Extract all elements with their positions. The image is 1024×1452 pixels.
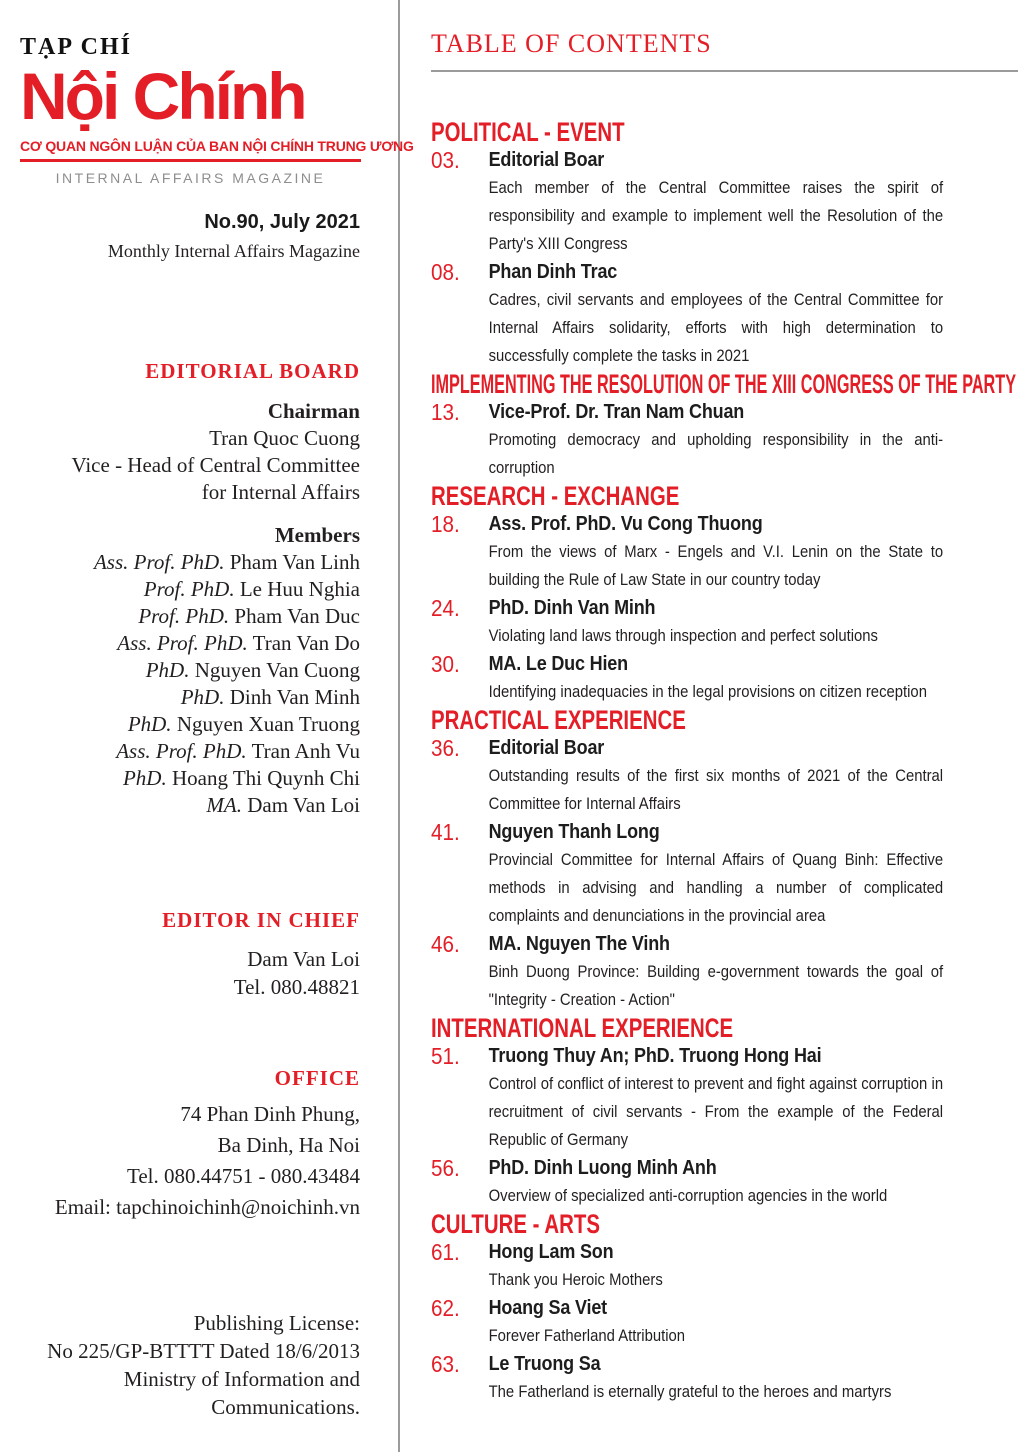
member-degree: Ass. Prof. PhD. bbox=[116, 739, 247, 763]
toc-entry bbox=[431, 818, 943, 930]
toc-entry-author: Editorial Boar bbox=[488, 149, 605, 171]
toc-entry-summary: Control of conflict of interest to prevent and fight against corruption in recruitment of civil servants - From the example of the Federal Republic of Germany bbox=[488, 1075, 944, 1149]
toc-entry-summary: Each member of the Central Committee raises the spirit of responsibility and example to implement well the Resolution of the Party's XIII Congress bbox=[488, 179, 944, 253]
toc-entry-summary: From the views of Marx - Engels and V.I. Lenin on the State to building the Rule of Law State in our country today bbox=[488, 543, 944, 589]
toc-entry-author: PhD. Dinh Luong Minh Anh bbox=[488, 1157, 717, 1179]
member-degree: PhD. bbox=[180, 685, 225, 709]
toc-entry-summary: Overview of specialized anti-corruption agencies in the world bbox=[488, 1187, 888, 1205]
toc-entry bbox=[431, 594, 943, 650]
member-item bbox=[20, 765, 360, 792]
toc-entry-body bbox=[489, 650, 943, 706]
toc-entry-body bbox=[489, 1042, 943, 1154]
toc-entry-author: Truong Thuy An; PhD. Truong Hong Hai bbox=[488, 1045, 822, 1067]
toc-entry-body bbox=[489, 594, 943, 650]
toc-entry-page-number: 03. bbox=[431, 147, 460, 173]
office-email: Email: tapchinoichinh@noichinh.vn bbox=[54, 1195, 360, 1219]
member-item bbox=[20, 738, 360, 765]
members-label: Members bbox=[274, 523, 360, 547]
members-list bbox=[20, 549, 360, 819]
toc-entry-body bbox=[489, 398, 943, 482]
toc-title: TABLE OF CONTENTS bbox=[431, 29, 712, 58]
toc-entry-author: Editorial Boar bbox=[488, 737, 605, 759]
publishing-license bbox=[20, 1309, 360, 1421]
toc-entry-body bbox=[489, 1238, 943, 1294]
toc-entry-author: PhD. Dinh Van Minh bbox=[488, 597, 656, 619]
toc-entry bbox=[431, 1238, 943, 1294]
toc-entry-body bbox=[489, 1154, 943, 1210]
toc-entry bbox=[431, 734, 943, 818]
editor-in-chief-name: Dam Van Loi bbox=[247, 947, 360, 971]
toc-entry bbox=[431, 1294, 943, 1350]
magazine-masthead bbox=[20, 0, 414, 187]
toc-entry-author: Ass. Prof. PhD. Vu Cong Thuong bbox=[488, 513, 763, 535]
toc-entry-author: Hoang Sa Viet bbox=[488, 1297, 607, 1319]
toc-entry-author: Le Truong Sa bbox=[488, 1353, 601, 1375]
toc-section-heading: RESEARCH - EXCHANGE bbox=[431, 481, 680, 511]
toc-entry-page-number: 61. bbox=[431, 1239, 460, 1265]
toc-entry-page-number: 24. bbox=[431, 595, 460, 621]
toc-entry-summary: Thank you Heroic Mothers bbox=[488, 1271, 663, 1289]
toc-entry-page-number: 08. bbox=[431, 259, 460, 285]
member-degree: Prof. PhD. bbox=[143, 577, 235, 601]
toc-entry-summary: Violating land laws through inspection and perfect solutions bbox=[488, 627, 878, 645]
toc-section-heading: IMPLEMENTING THE RESOLUTION OF THE XIII CONGRESS OF THE PARTY bbox=[431, 369, 1017, 399]
toc-section-heading: PRACTICAL EXPERIENCE bbox=[431, 705, 686, 735]
toc-entry-page-number: 62. bbox=[431, 1295, 460, 1321]
toc-entry-body bbox=[489, 1294, 943, 1350]
toc-entry-author: Nguyen Thanh Long bbox=[488, 821, 660, 843]
license-line1: Publishing License: bbox=[193, 1311, 360, 1335]
member-name: Pham Van Duc bbox=[234, 604, 360, 628]
member-name: Nguyen Van Cuong bbox=[194, 658, 360, 682]
member-degree: Prof. PhD. bbox=[138, 604, 230, 628]
chairman-title-line1: Vice - Head of Central Committee bbox=[71, 453, 360, 477]
issue-number: No.90, July 2021 bbox=[204, 211, 360, 233]
toc-entry-body bbox=[489, 818, 943, 930]
toc-entry bbox=[431, 510, 943, 594]
member-degree: MA. bbox=[206, 793, 242, 817]
toc-section-heading: CULTURE - ARTS bbox=[431, 1209, 600, 1239]
toc-entry-author: Phan Dinh Trac bbox=[488, 261, 618, 283]
member-name: Dam Van Loi bbox=[247, 793, 360, 817]
toc-entry-body bbox=[489, 510, 943, 594]
left-column bbox=[0, 0, 414, 1452]
member-item bbox=[20, 684, 360, 711]
toc-entry-page-number: 63. bbox=[431, 1351, 460, 1377]
office-tel: Tel. 080.44751 - 080.43484 bbox=[126, 1164, 360, 1188]
office-heading: OFFICE bbox=[274, 1066, 360, 1090]
toc-entry-page-number: 46. bbox=[431, 931, 460, 957]
toc-title-rule bbox=[431, 70, 1018, 72]
toc-entry-page-number: 51. bbox=[431, 1043, 460, 1069]
toc-entry-summary: Identifying inadequacies in the legal provisions on citizen reception bbox=[488, 683, 927, 701]
member-name: Tran Anh Vu bbox=[251, 739, 360, 763]
toc-entry-body bbox=[489, 146, 943, 258]
member-item bbox=[20, 549, 360, 576]
member-degree: PhD. bbox=[127, 712, 172, 736]
member-item bbox=[20, 657, 360, 684]
chairman-name: Tran Quoc Cuong bbox=[209, 426, 360, 450]
toc-entry-author: Vice-Prof. Dr. Tran Nam Chuan bbox=[488, 401, 745, 423]
toc-entry bbox=[431, 146, 943, 258]
toc-entry-author: MA. Nguyen The Vinh bbox=[488, 933, 670, 955]
toc-entry-author: MA. Le Duc Hien bbox=[488, 653, 628, 675]
member-item bbox=[20, 711, 360, 738]
member-name: Nguyen Xuan Truong bbox=[176, 712, 360, 736]
member-degree: PhD. bbox=[122, 766, 167, 790]
toc-entry bbox=[431, 1154, 943, 1210]
editorial-board-heading: EDITORIAL BOARD bbox=[145, 359, 360, 383]
toc-entry-body bbox=[489, 734, 943, 818]
member-degree: Ass. Prof. PhD. bbox=[117, 631, 248, 655]
toc-entry-page-number: 18. bbox=[431, 511, 460, 537]
masthead-tagline: CƠ QUAN NGÔN LUẬN CỦA BAN NỘI CHÍNH TRUNG ƯƠNG bbox=[20, 138, 414, 154]
editor-in-chief-tel: Tel. 080.48821 bbox=[233, 975, 360, 999]
issue-subtitle: Monthly Internal Affairs Magazine bbox=[107, 241, 360, 261]
toc-entry-summary: Outstanding results of the first six months of 2021 of the Central Committee for Internal Affairs bbox=[488, 767, 944, 813]
toc-entry-summary: Binh Duong Province: Building e-government towards the goal of "Integrity - Creation - Action" bbox=[488, 963, 944, 1009]
toc-entry bbox=[431, 1042, 943, 1154]
toc-entry-summary: Forever Fatherland Attribution bbox=[488, 1327, 686, 1345]
member-name: Pham Van Linh bbox=[229, 550, 360, 574]
toc-entry bbox=[431, 1350, 943, 1406]
member-degree: PhD. bbox=[145, 658, 190, 682]
member-item bbox=[20, 630, 360, 657]
license-line2: No 225/GP-BTTTT Dated 18/6/2013 bbox=[47, 1339, 360, 1363]
toc-section-heading: INTERNATIONAL EXPERIENCE bbox=[431, 1013, 734, 1043]
chairman-title-line2: for Internal Affairs bbox=[201, 480, 360, 504]
editor-in-chief-heading: EDITOR IN CHIEF bbox=[162, 908, 360, 932]
toc-entry-body bbox=[489, 258, 943, 370]
toc-entry-page-number: 30. bbox=[431, 651, 460, 677]
toc-entry-page-number: 41. bbox=[431, 819, 460, 845]
toc-section-heading: POLITICAL - EVENT bbox=[431, 117, 625, 147]
left-column-body bbox=[20, 209, 360, 1421]
member-name: Dinh Van Minh bbox=[229, 685, 360, 709]
toc-entry-body bbox=[489, 1350, 943, 1406]
toc-entry-body bbox=[489, 930, 943, 1014]
toc-entry-page-number: 13. bbox=[431, 399, 460, 425]
toc-entry bbox=[431, 398, 943, 482]
member-degree: Ass. Prof. PhD. bbox=[93, 550, 225, 574]
masthead-kicker: TẠP CHÍ bbox=[20, 34, 133, 60]
toc-entry bbox=[431, 930, 943, 1014]
magazine-logo: Nội Chính bbox=[20, 59, 305, 133]
member-name: Le Huu Nghia bbox=[239, 577, 360, 601]
member-name: Tran Van Do bbox=[252, 631, 360, 655]
toc-entry bbox=[431, 258, 943, 370]
toc-entry-summary: Cadres, civil servants and employees of the Central Committee for Internal Affairs solidarity, efforts with high determination to successfully complete the tasks in 2021 bbox=[488, 291, 944, 365]
tagline-rule bbox=[20, 159, 361, 162]
license-line3: Ministry of Information and bbox=[123, 1367, 360, 1391]
toc-entry-page-number: 56. bbox=[431, 1155, 460, 1181]
member-name: Hoang Thi Quynh Chi bbox=[171, 766, 360, 790]
office-address-line1: 74 Phan Dinh Phung, bbox=[180, 1102, 360, 1126]
member-item bbox=[20, 792, 360, 819]
table-of-contents-column bbox=[400, 0, 1024, 1452]
toc-entry-summary: Promoting democracy and upholding responsibility in the anti-corruption bbox=[488, 431, 944, 477]
toc-entry-page-number: 36. bbox=[431, 735, 460, 761]
toc-sections bbox=[431, 117, 1017, 1406]
office-address-line2: Ba Dinh, Ha Noi bbox=[217, 1133, 360, 1157]
member-item bbox=[20, 576, 360, 603]
member-item bbox=[20, 603, 360, 630]
masthead-subtitle: INTERNAL AFFAIRS MAGAZINE bbox=[55, 170, 326, 186]
toc-entry-summary: Provincial Committee for Internal Affairs of Quang Binh: Effective methods in advising and handling a number of complicated complaints and denunciations in the provincial area bbox=[488, 851, 944, 925]
chairman-label: Chairman bbox=[267, 399, 360, 423]
license-line4: Communications. bbox=[211, 1395, 360, 1419]
toc-entry-summary: The Fatherland is eternally grateful to the heroes and martyrs bbox=[488, 1383, 892, 1401]
toc-entry-author: Hong Lam Son bbox=[488, 1241, 614, 1263]
toc-entry bbox=[431, 650, 943, 706]
